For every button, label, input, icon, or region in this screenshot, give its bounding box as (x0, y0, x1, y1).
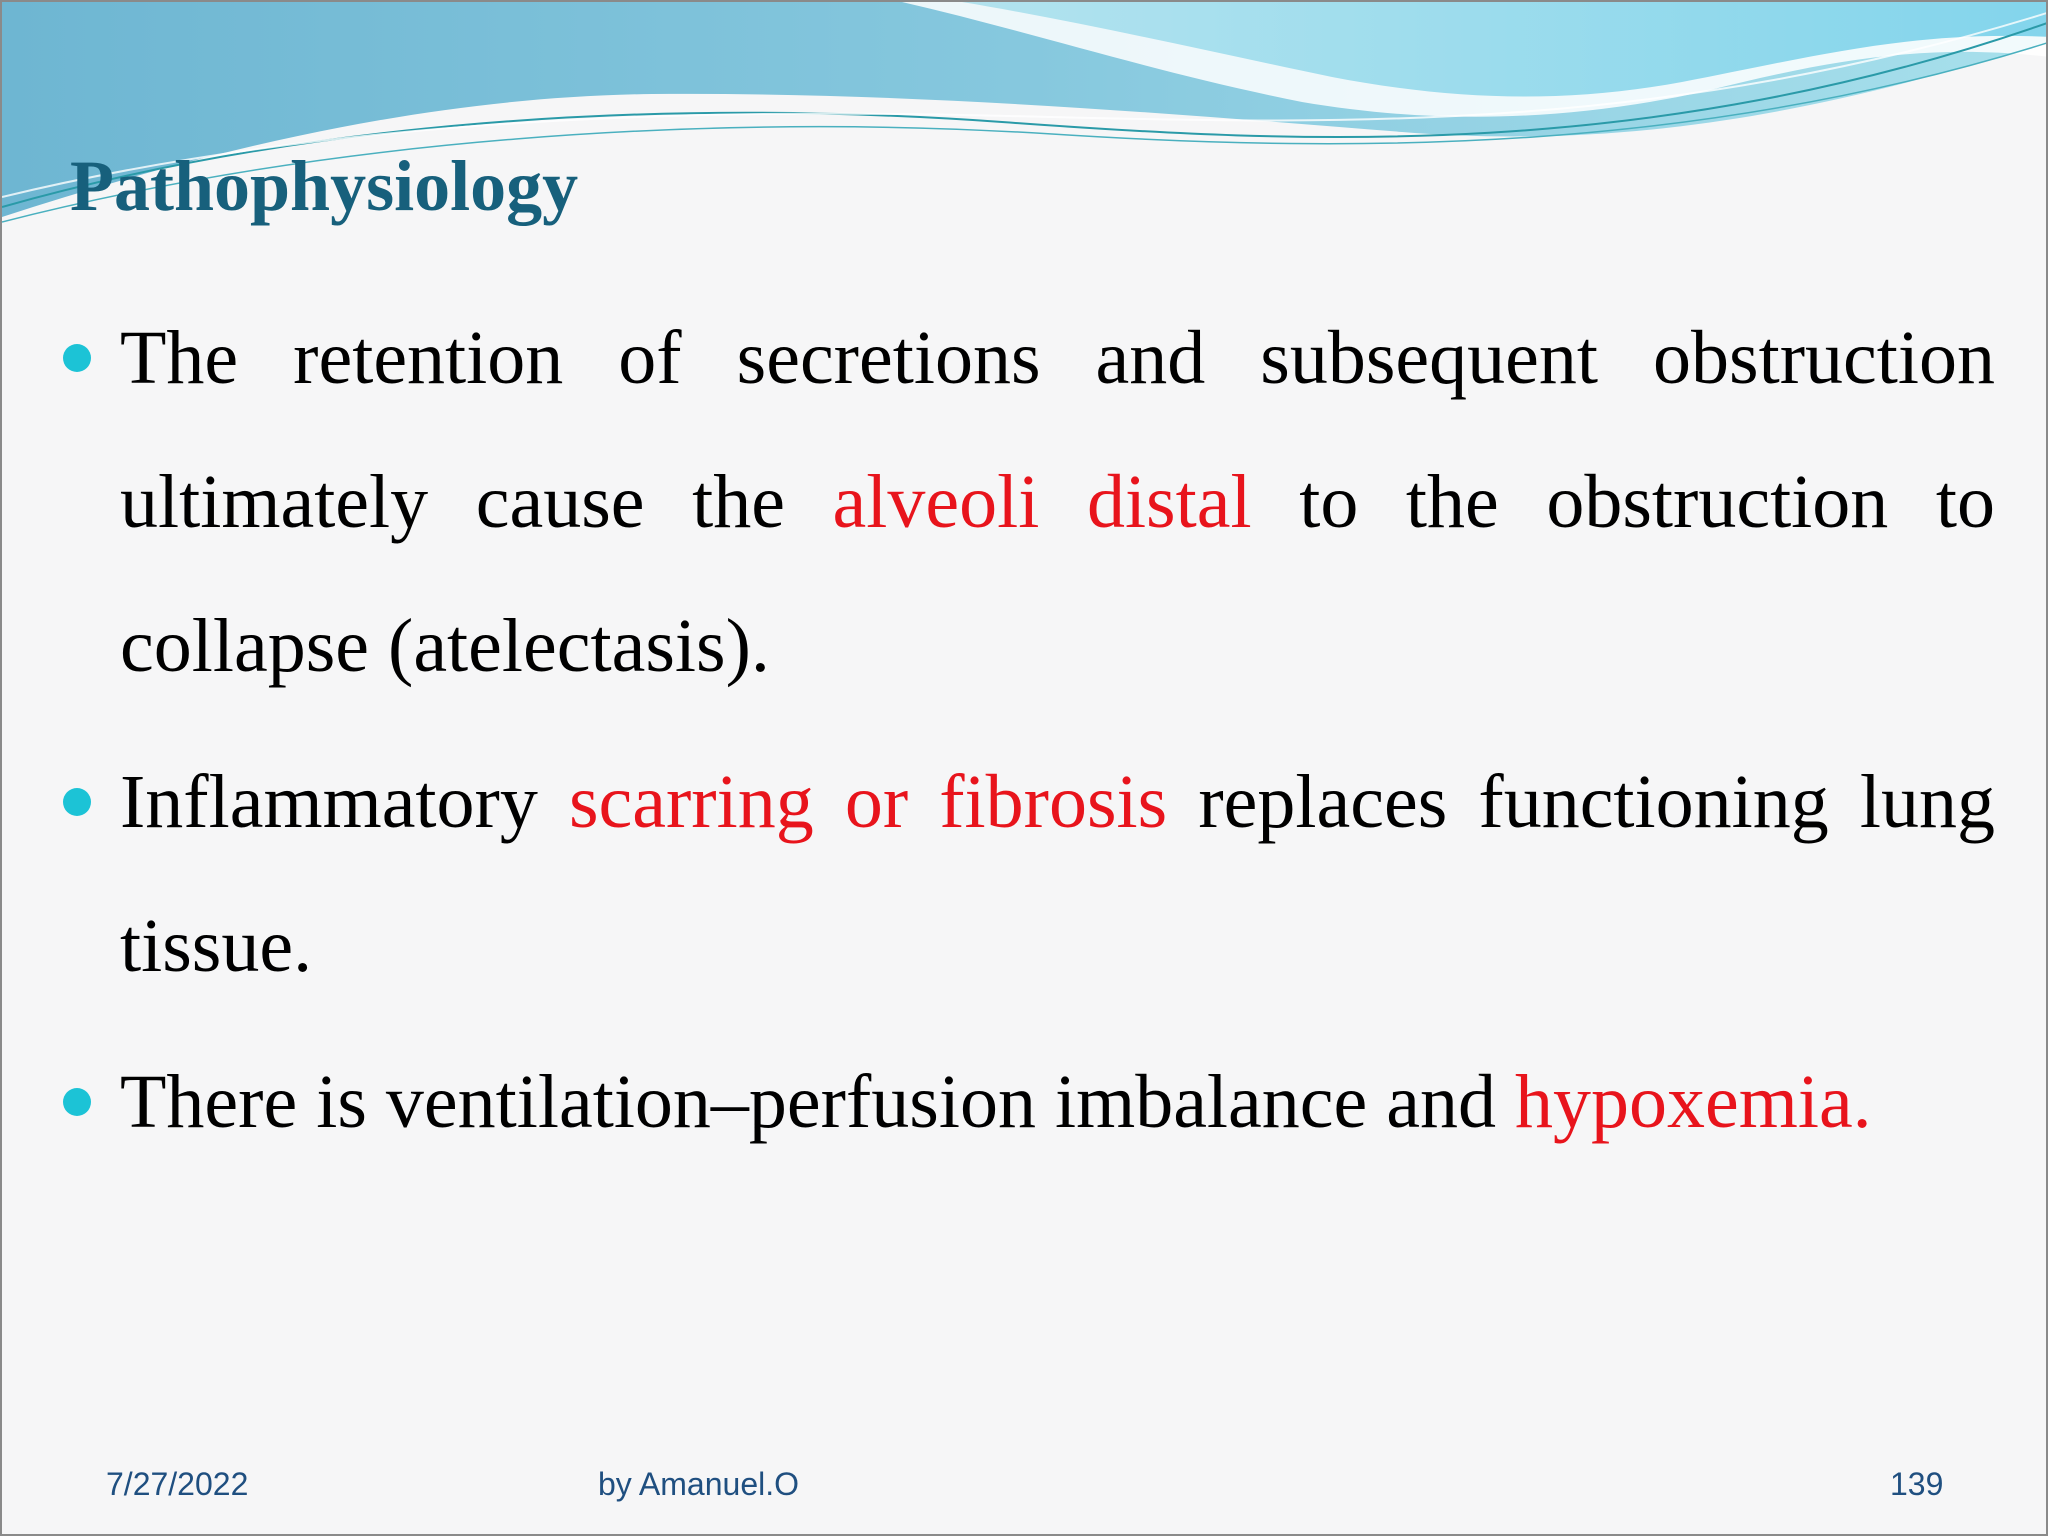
highlighted-text: hypoxemia. (1514, 1060, 1872, 1144)
bullet-text-segment: to the obstruction to collapse (atelectasis). (120, 460, 1996, 688)
bullet-item (60, 286, 1995, 718)
bullet-item (60, 730, 1995, 1018)
bullet-text-segment: There is ventilation–perfusion imbalance and (120, 1060, 1515, 1144)
footer-author: by Amanuel.O (598, 1466, 799, 1502)
bullet-dot-icon (63, 1088, 91, 1116)
footer-date: 7/27/2022 (106, 1466, 249, 1502)
bullet-list (60, 286, 1995, 1174)
footer-page-number: 139 (1890, 1466, 1944, 1502)
bullet-dot-icon (63, 344, 91, 372)
slide-title: Pathophysiology (70, 146, 579, 226)
bullet-text-segment: Inflammatory (120, 760, 569, 844)
highlighted-text: alveoli distal (832, 460, 1252, 544)
bullet-text-segment: The retention of secretions and subsequent obstruction ultimately cause the (120, 316, 1995, 544)
highlighted-text: scarring or fibrosis (568, 760, 1168, 844)
bullet-item (60, 1030, 1995, 1174)
bullet-dot-icon (63, 788, 91, 816)
bullet-text-segment: replaces functioning lung tissue. (120, 760, 1995, 988)
